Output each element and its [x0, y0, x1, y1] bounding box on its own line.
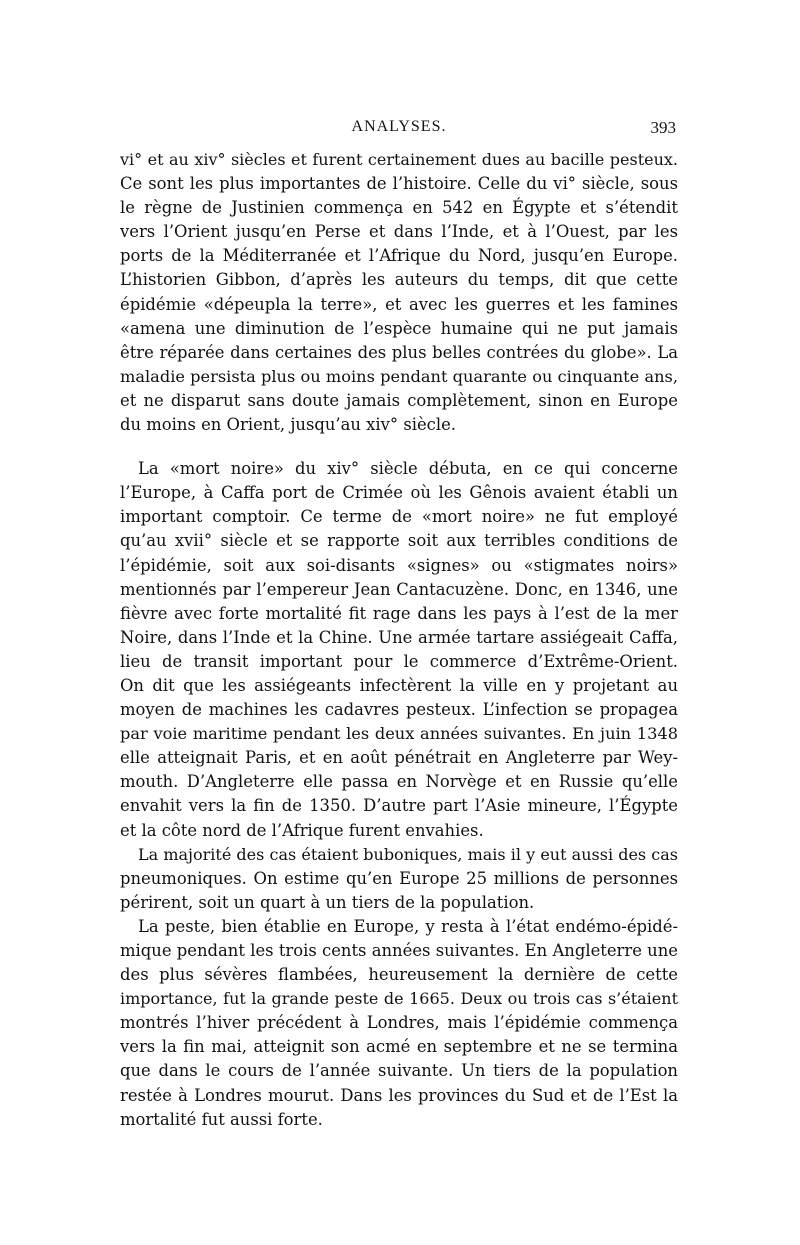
text-line: La «mort noire» du xiv° siècle débuta, en ce qui concerne — [138, 459, 678, 479]
text-line: Noire, dans l’Inde et la Chine. Une armée tartare assiégeait Caffa, — [120, 627, 678, 647]
text-line: vers la fin mai, atteignit son acmé en septembre et ne se termina — [120, 1037, 678, 1057]
text-line: être réparée dans certaines des plus belles contrées du globe». La — [120, 342, 678, 362]
text-line: et la côte nord de l’Afrique furent envahies. — [120, 820, 484, 840]
text-line: épidémie «dépeupla la terre», et avec les guerres et les famines — [120, 294, 678, 314]
text-line: l’Europe, à Caffa port de Crimée où les Gênois avaient établi un — [120, 483, 678, 503]
body-text — [120, 148, 678, 1132]
text-line: L’historien Gibbon, d’après les auteurs du temps, dit que cette — [120, 270, 678, 290]
text-line: mentionnés par l’empereur Jean Cantacuzène. Donc, en 1346, une — [120, 579, 678, 599]
text-line: vi° et au xiv° siècles et furent certainement dues au bacille pesteux. — [120, 150, 678, 169]
paragraph-3 — [120, 843, 678, 915]
paragraph-1 — [120, 148, 678, 437]
text-line: important comptoir. Ce terme de «mort noire» ne fut employé — [120, 507, 678, 527]
text-line: importance, fut la grande peste de 1665. Deux ou trois cas s’étaient — [120, 989, 678, 1009]
text-line: vers l’Orient jusqu’en Perse et dans l’Inde, et à l’Ouest, par les — [120, 222, 678, 242]
text-line: La peste, bien établie en Europe, y resta à l’état endémo-épidé- — [138, 916, 678, 936]
text-line: par voie maritime pendant les deux années suivantes. En juin 1348 — [120, 724, 678, 744]
text-line: qu’au xvii° siècle et se rapporte soit aux terribles conditions de — [120, 531, 678, 551]
text-line: le règne de Justinien commença en 542 en Égypte et s’étendit — [120, 198, 678, 218]
text-line: elle atteignait Paris, et en août pénétrait en Angleterre par Wey- — [120, 748, 678, 768]
text-line: périrent, soit un quart à un tiers de la population. — [120, 892, 535, 912]
text-line: maladie persista plus ou moins pendant quarante ou cinquante ans, — [120, 366, 678, 386]
text-line: fièvre avec forte mortalité fit rage dans les pays à l’est de la mer — [120, 603, 678, 623]
text-line: ports de la Méditerranée et l’Afrique du Nord, jusqu’en Europe. — [120, 246, 678, 266]
text-line: mique pendant les trois cents années suivantes. En Angleterre une — [120, 941, 678, 960]
text-line: lieu de transit important pour le commerce d’Extrême-Orient. — [120, 651, 678, 671]
running-head — [120, 112, 678, 148]
text-line: pneumoniques. On estime qu’en Europe 25 millions de personnes — [120, 868, 678, 888]
text-line: «amena une diminution de l’espèce humaine qui ne put jamais — [120, 318, 678, 338]
page-number: 393 — [650, 118, 676, 137]
text-line: montrés l’hiver précédent à Londres, mais l’épidémie commença — [120, 1013, 678, 1033]
text-line: l’épidémie, soit aux soi-disants «signes» ou «stigmates noirs» — [120, 555, 678, 575]
text-line: restée à Londres mourut. Dans les provinces du Sud et de l’Est la — [120, 1085, 678, 1105]
text-line: des plus sévères flambées, heureusement la dernière de cette — [120, 965, 678, 985]
paragraph-4 — [120, 915, 678, 1132]
text-line: envahit vers la fin de 1350. D’autre part l’Asie mineure, l’Égypte — [120, 796, 678, 816]
text-line: mouth. D’Angleterre elle passa en Norvège et en Russie qu’elle — [120, 772, 678, 792]
text-line: et ne disparut sans doute jamais complètement, sinon en Europe — [120, 390, 678, 410]
running-title: ANALYSES. — [351, 118, 447, 135]
text-line: Ce sont les plus importantes de l’histoire. Celle du vi° siècle, sous — [120, 174, 678, 194]
paragraph-gap — [120, 437, 678, 457]
text-line: moyen de machines les cadavres pesteux. L’infection se propagea — [120, 700, 678, 720]
paragraph-2 — [120, 457, 678, 843]
page — [120, 112, 678, 1132]
text-line: que dans le cours de l’année suivante. Un tiers de la population — [120, 1061, 678, 1081]
text-line: mortalité fut aussi forte. — [120, 1109, 323, 1129]
text-line: La majorité des cas étaient buboniques, mais il y eut aussi des cas — [138, 844, 678, 864]
text-line: On dit que les assiégeants infectèrent la ville en y projetant au — [120, 675, 678, 695]
text-line: du moins en Orient, jusqu’au xiv° siècle. — [120, 415, 457, 435]
